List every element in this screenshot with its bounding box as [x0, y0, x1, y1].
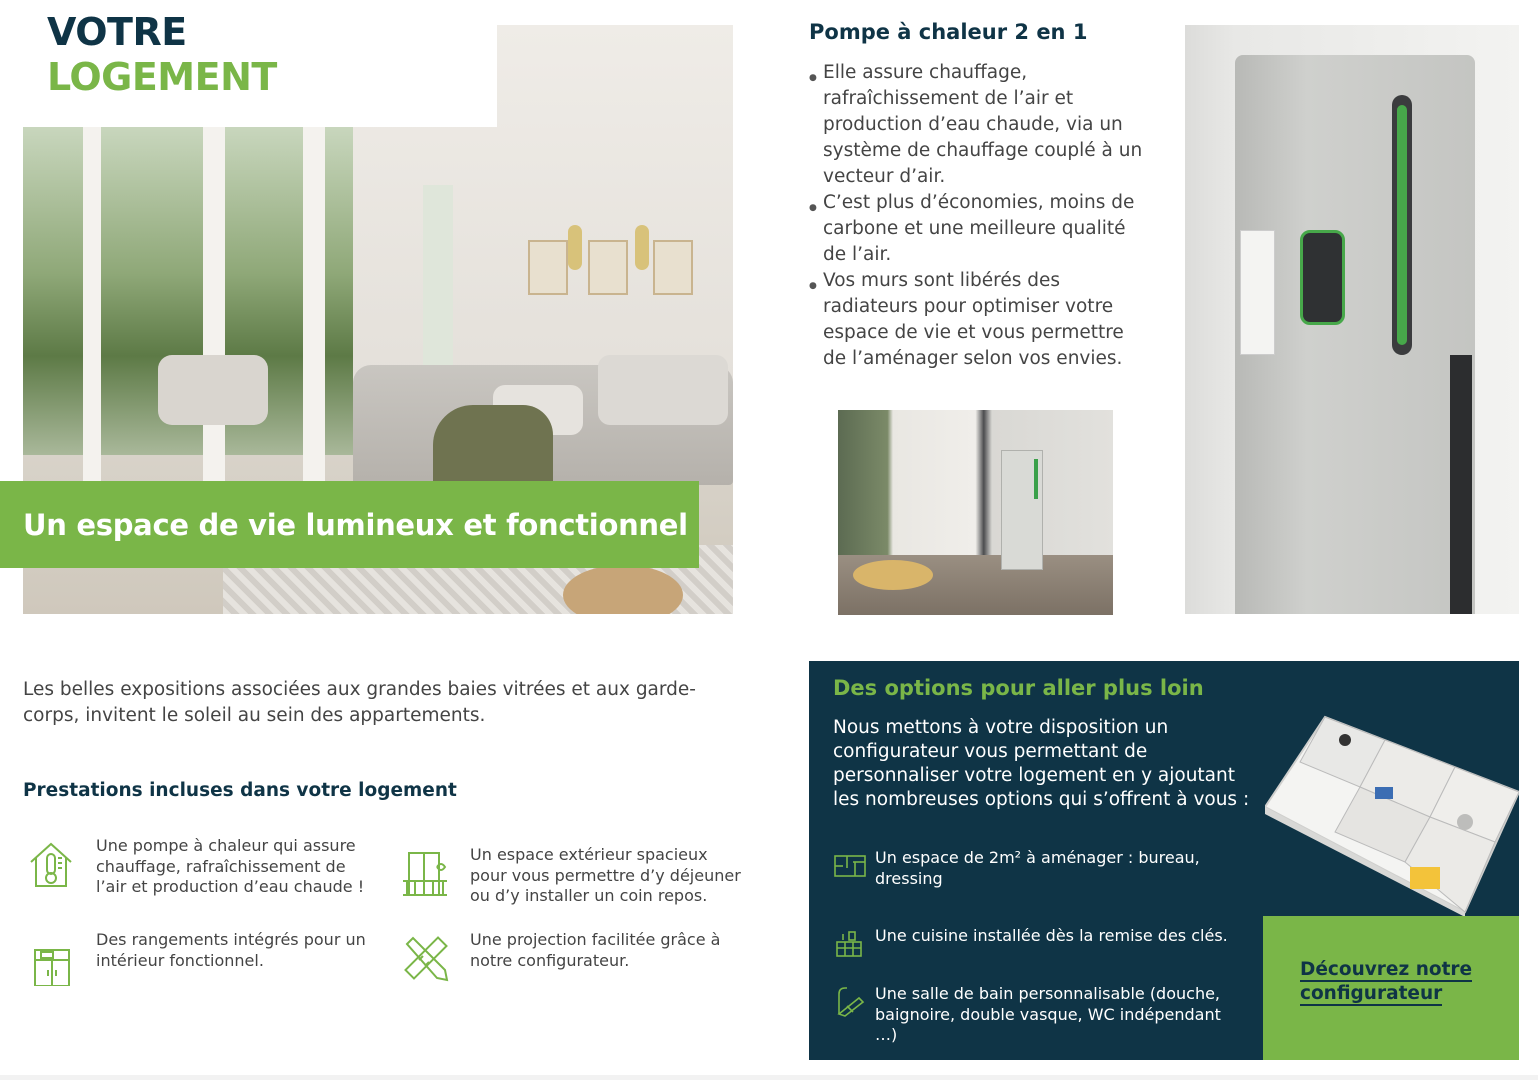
- option-text: Une cuisine installée dès la remise des clés.: [875, 926, 1228, 945]
- option-item: [833, 984, 1243, 1046]
- feature-text: Un espace extérieur spacieux pour vous permettre d’y déjeuner ou d’y installer un coin repos.: [470, 845, 741, 905]
- bullet-item: ● Vos murs sont libérés des radiateurs pour optimiser votre espace de vie et vous permettre de l’aménager selon vos envies.: [809, 268, 1149, 372]
- intro-paragraph: Les belles expositions associées aux grandes baies vitrées et aux garde-corps, invitent le soleil au sein des appartements.: [23, 679, 696, 726]
- heat-pump-unit-photo: [1185, 25, 1519, 614]
- storage-icon: [23, 930, 79, 986]
- floorplan-3d-image: [1265, 712, 1519, 917]
- ruler-pencil-icon: [397, 930, 453, 986]
- bullet-item: ● Elle assure chauffage, rafraîchissement de l’air et production d’eau chaude, via un système de chauffage couplé à un vecteur d’air.: [809, 60, 1149, 190]
- options-title: Des options pour aller plus loin: [833, 676, 1204, 700]
- feature-item: [397, 930, 742, 986]
- option-item: [833, 848, 1213, 889]
- bathroom-icon: [833, 984, 867, 1018]
- page-title-line1: VOTRE: [47, 10, 187, 54]
- feature-item: [23, 836, 373, 898]
- page-title-line2: LOGEMENT: [47, 55, 277, 99]
- feature-item: [23, 930, 373, 986]
- prestations-title: Prestations incluses dans votre logement: [23, 780, 457, 801]
- heat-pump-room-photo: [838, 410, 1113, 615]
- heat-pump-bullets: [809, 60, 1149, 372]
- feature-item: [397, 845, 742, 907]
- feature-text: Une projection facilitée grâce à notre configurateur.: [470, 930, 721, 970]
- option-text: Une salle de bain personnalisable (douche, baignoire, double vasque, WC indépendant …): [875, 984, 1221, 1044]
- option-text: Un espace de 2m² à aménager : bureau, dressing: [875, 848, 1200, 888]
- feature-text: Des rangements intégrés pour un intérieur fonctionnel.: [96, 930, 366, 970]
- configurator-link[interactable]: [1300, 958, 1472, 1006]
- cta-line2[interactable]: configurateur: [1300, 983, 1443, 1004]
- heat-pump-title: Pompe à chaleur 2 en 1: [809, 20, 1088, 44]
- bullet-item: ● C’est plus d’économies, moins de carbone et une meilleure qualité de l’air.: [809, 190, 1149, 268]
- page-bottom-edge: [0, 1075, 1538, 1080]
- options-text: Nous mettons à votre disposition un configurateur vous permettant de personnaliser votre logement en y ajoutant les nombreuses options qui s’offrent à vous :: [833, 717, 1250, 810]
- thermometer-house-icon: [23, 836, 79, 892]
- terrace-icon: [397, 845, 453, 901]
- floorplan-icon: [833, 848, 867, 882]
- section-banner: [0, 481, 699, 568]
- option-item: [833, 926, 1233, 960]
- cta-line1[interactable]: Découvrez notre: [1300, 959, 1473, 980]
- feature-text: Une pompe à chaleur qui assure chauffage, rafraîchissement de l’air et production d’eau chaude !: [96, 836, 365, 896]
- kitchen-icon: [833, 926, 867, 960]
- banner-text: Un espace de vie lumineux et fonctionnel: [23, 507, 688, 542]
